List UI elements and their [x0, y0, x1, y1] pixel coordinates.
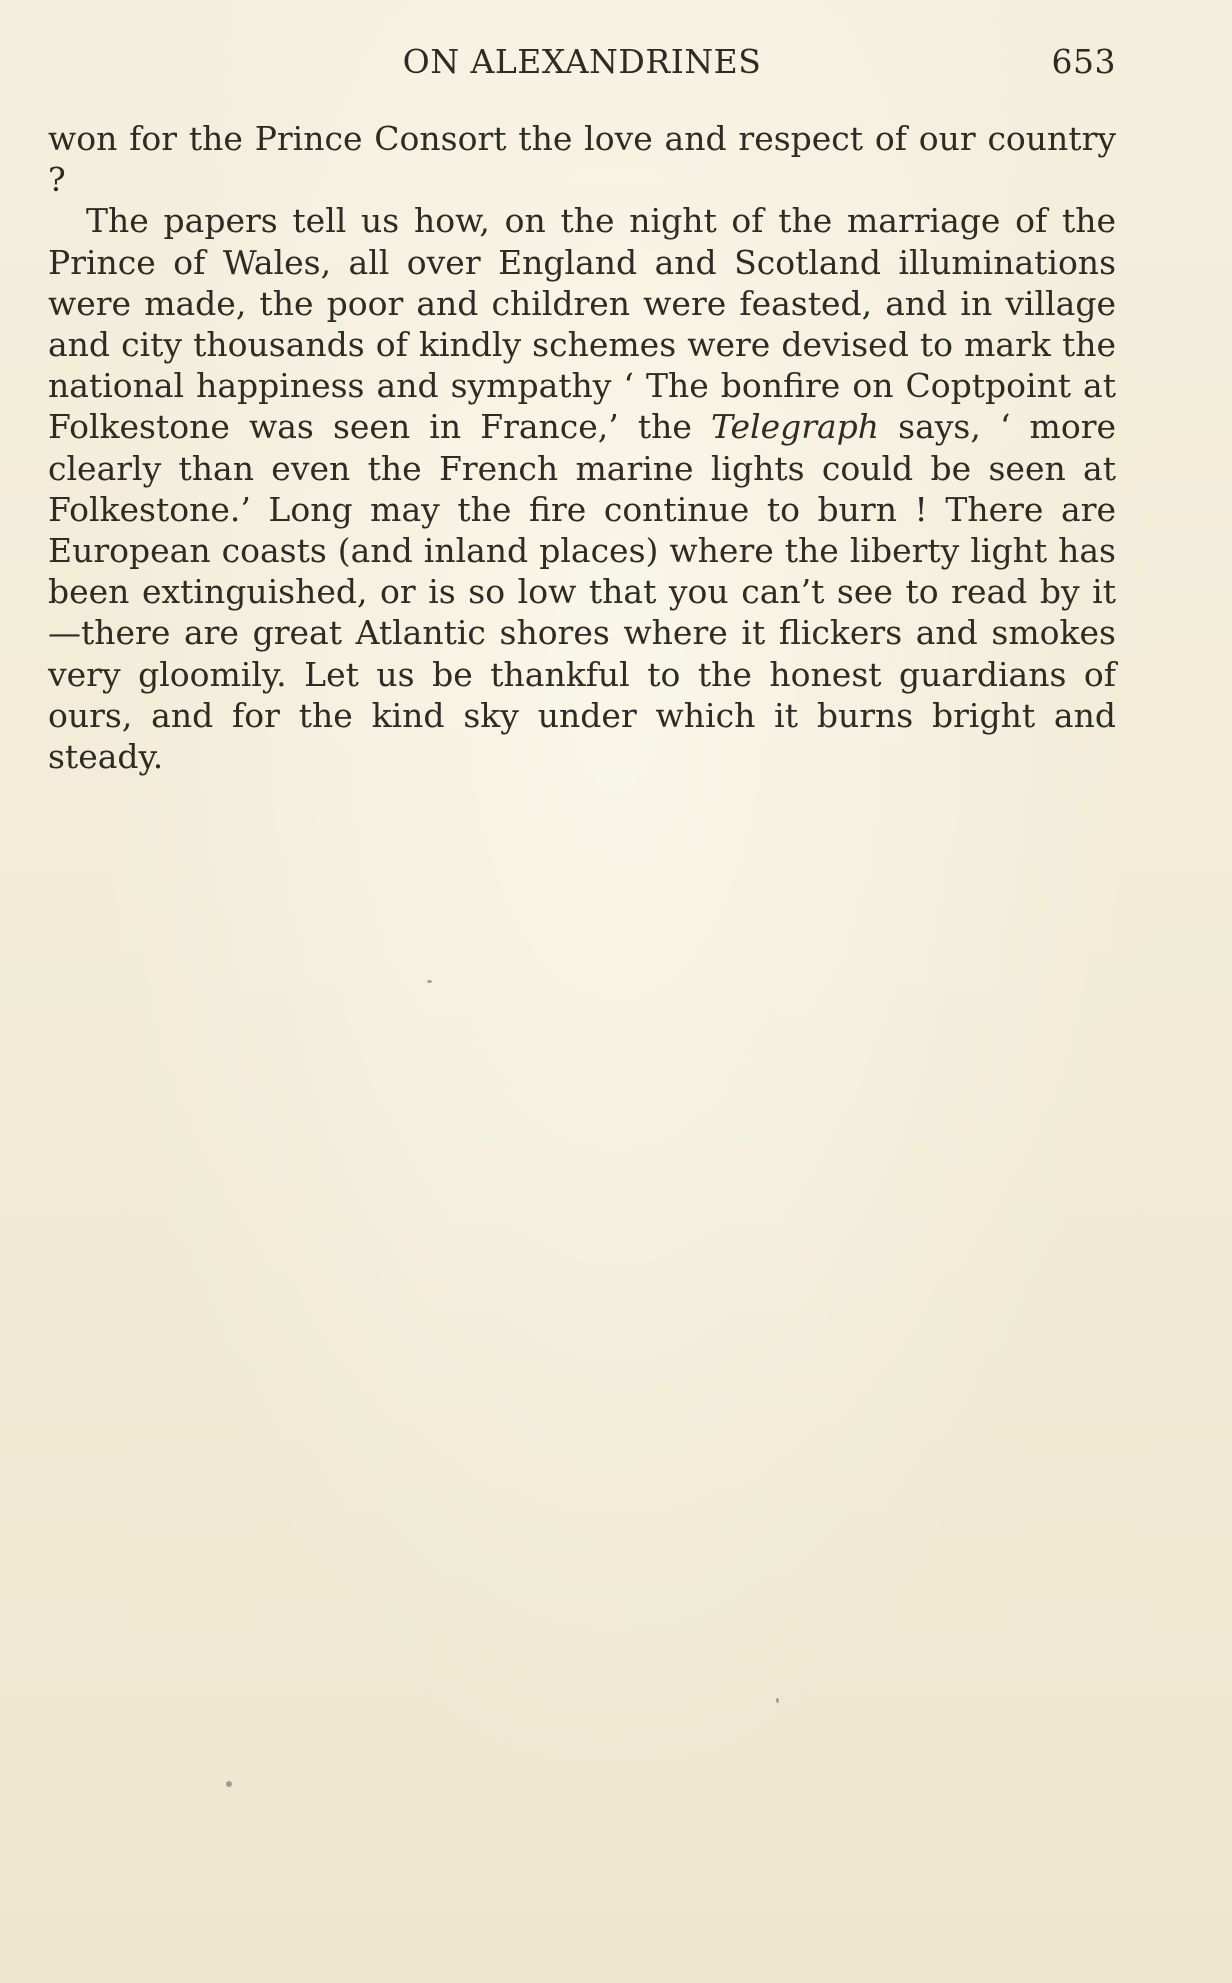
running-head	[48, 42, 1116, 86]
paper-speck	[776, 1698, 779, 1703]
running-head-title: ON ALEXANDRINES	[402, 42, 762, 81]
paper-speck	[226, 1781, 232, 1787]
body-text	[48, 118, 1116, 777]
paragraph-text: won for the Prince Consort the love and respect of our country ?	[48, 119, 1116, 200]
paper-speck	[427, 980, 432, 983]
paragraph-text: says, ‘ more clearly than even the French marine lights could be seen at Folkestone.’ Long may the fire continue to burn ! There are European coasts (and inland places) where the liberty light has been extinguished, or is so low that you can’t see to read by it—there are great Atlantic shores where it flickers and smokes very gloomily. Let us be thankful to the honest guardians of ours, and for the kind sky under which it burns bright and steady.	[48, 407, 1116, 777]
paragraph-continuation	[48, 118, 1116, 200]
paragraph-text: The papers tell us how, on the night of the marriage of the Prince of Wales, all over England and Scotland illuminations were made, the poor and children were feasted, and in village and city thousands of kindly schemes were devised to mark the national happiness and sympathy ‘ The bonfire on Coptpoint at Folkestone was seen in France,’ the	[48, 201, 1116, 447]
page-number: 653	[1051, 42, 1116, 81]
paragraph	[48, 200, 1116, 777]
italic-title-telegraph: Telegraph	[711, 407, 880, 447]
